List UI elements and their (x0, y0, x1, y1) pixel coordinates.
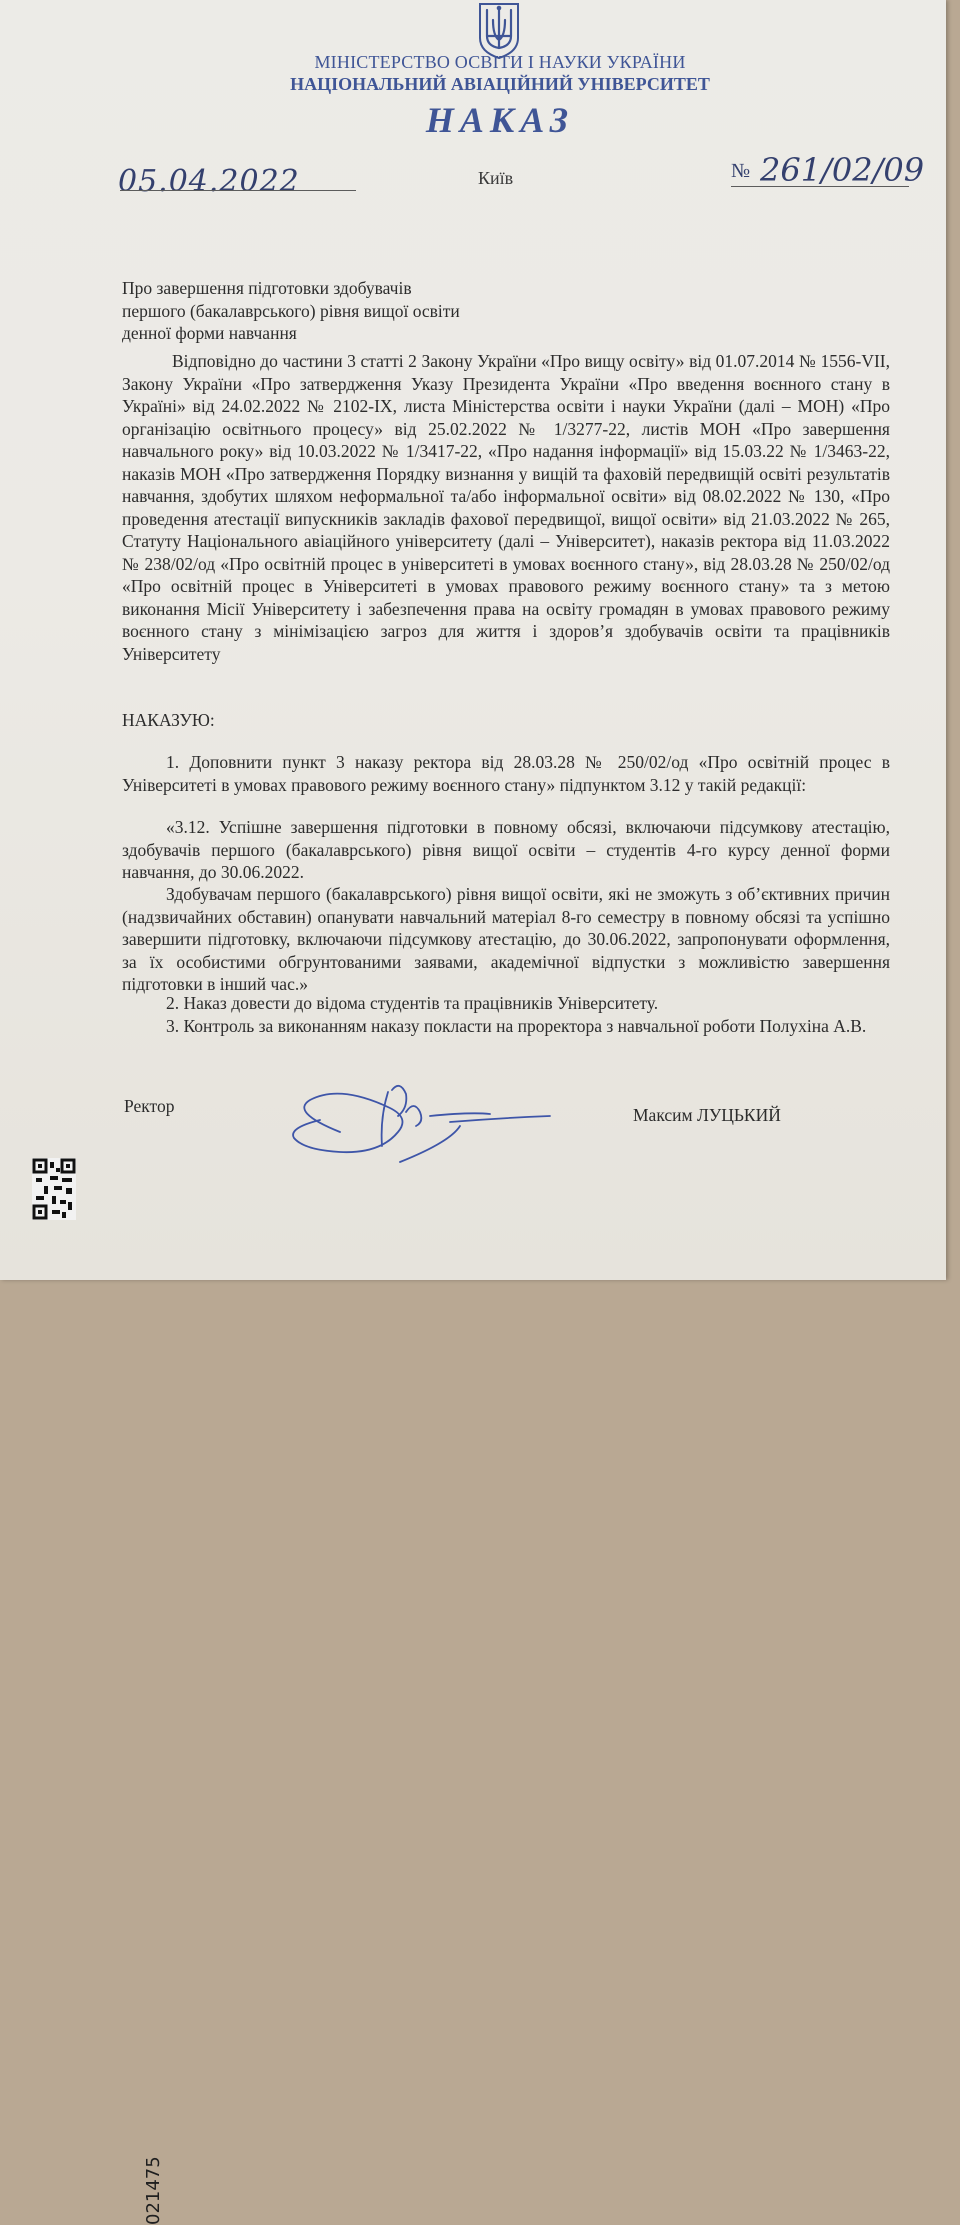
university-name: НАЦІОНАЛЬНИЙ АВІАЦІЙНИЙ УНІВЕРСИТЕТ (290, 74, 710, 94)
registration-number: 021475 (143, 2156, 164, 2225)
signature-drawing (280, 1072, 570, 1172)
document-type-title: НАКАЗ (425, 100, 575, 140)
number-underline (731, 186, 909, 187)
signer-name: Максим ЛУЦЬКИЙ (633, 1105, 781, 1125)
order-subject: Про завершення підготовки здобувачів першого (бакалаврського) рівня вищої освіти денної форми навчання (122, 278, 460, 343)
preamble-paragraph: Відповідно до частини 3 статті 2 Закону України «Про вищу освіту» від 01.07.2014 № 1556-VII, Закону України «Про затвердження Указу Президента України «Про введення воєнного стану в Україні» від 24.02.2022 № 2102-IX, листа Міністерства освіти і науки України (далі – МОН) «Про організацію освітнього процесу» від 25.02.2022 № 1/3277-22, листів МОН «Про завершення навчального року» від 10.03.2022 № 1/3417-22, «Про надання інформації» від 15.03.22 № 1/3463-22, наказів МОН «Про затвердження Порядку визнання у вищій та фаховій передвищій освіті результатів навчання, здобутих шляхом неформальної та/або інформальної освіти» від 08.02.2022 № 130, «Про проведення атестації випускників закладів фахової передвищої, вищої освіти» від 21.03.2022 № 265, Статуту Національного авіаційного університету (далі – Університет), наказів ректора від 11.03.2022 № 238/02/од «Про освітній процес в університеті в умовах воєнного стану», від 28.03.28 № 250/02/од «Про освітній процес в Університеті в умовах правового режиму воєнного стану» та з метою виконання Місії Університету і забезпечення права на освіту громадян в умовах правового режиму воєнного стану з мінімізацією загроз для життя і здоров’я здобувачів освіти та працівників Університету (122, 351, 890, 664)
orders-heading: НАКАЗУЮ: (122, 710, 215, 730)
order-number-label: № (731, 160, 751, 182)
order-date: 05.04.2022 (118, 164, 300, 199)
qr-code-icon (32, 1158, 76, 1220)
order-item-1-clause-continued: Здобувачам першого (бакалаврського) рівня вищої освіти, які не зможуть з об’єктивних причин (надзвичайних обставин) опанувати навчальний матеріал 8-го семестру в повному обсязі та успішно завершити підготовку, включаючи підсумкову атестацію, до 30.06.2022, запропонувати оформлення, за їх особистими обгрунтованими заявами, академічної відпустки з можливістю завершення підготовки в інший час.» (122, 884, 890, 994)
order-number: 261/02/09 (760, 151, 925, 189)
order-item-1-clause: «3.12. Успішне завершення підготовки в повному обсязі, включаючи підсумкову атестацію, здобувачів першого (бакалаврського) рівня вищої освіти – студентів 4-го курсу денної форми навчання, до 30.06.2022. (122, 817, 890, 882)
order-item-3: 3. Контроль за виконанням наказу покласти на проректора з навчальної роботи Полухіна А.В. (166, 1016, 867, 1036)
signer-position: Ректор (124, 1096, 175, 1116)
order-item-1: 1. Доповнити пункт 3 наказу ректора від 28.03.28 № 250/02/од «Про освітній процес в Університеті в умовах правового режиму воєнного стану» підпунктом 3.12 у такій редакції: (122, 752, 890, 795)
date-underline (120, 190, 356, 191)
order-city: Київ (478, 168, 514, 188)
trident-emblem-icon (470, 0, 528, 60)
order-item-2: 2. Наказ довести до відома студентів та працівників Університету. (166, 993, 659, 1013)
ministry-name: МІНІСТЕРСТВО ОСВІТИ І НАУКИ УКРАЇНИ (314, 52, 686, 72)
